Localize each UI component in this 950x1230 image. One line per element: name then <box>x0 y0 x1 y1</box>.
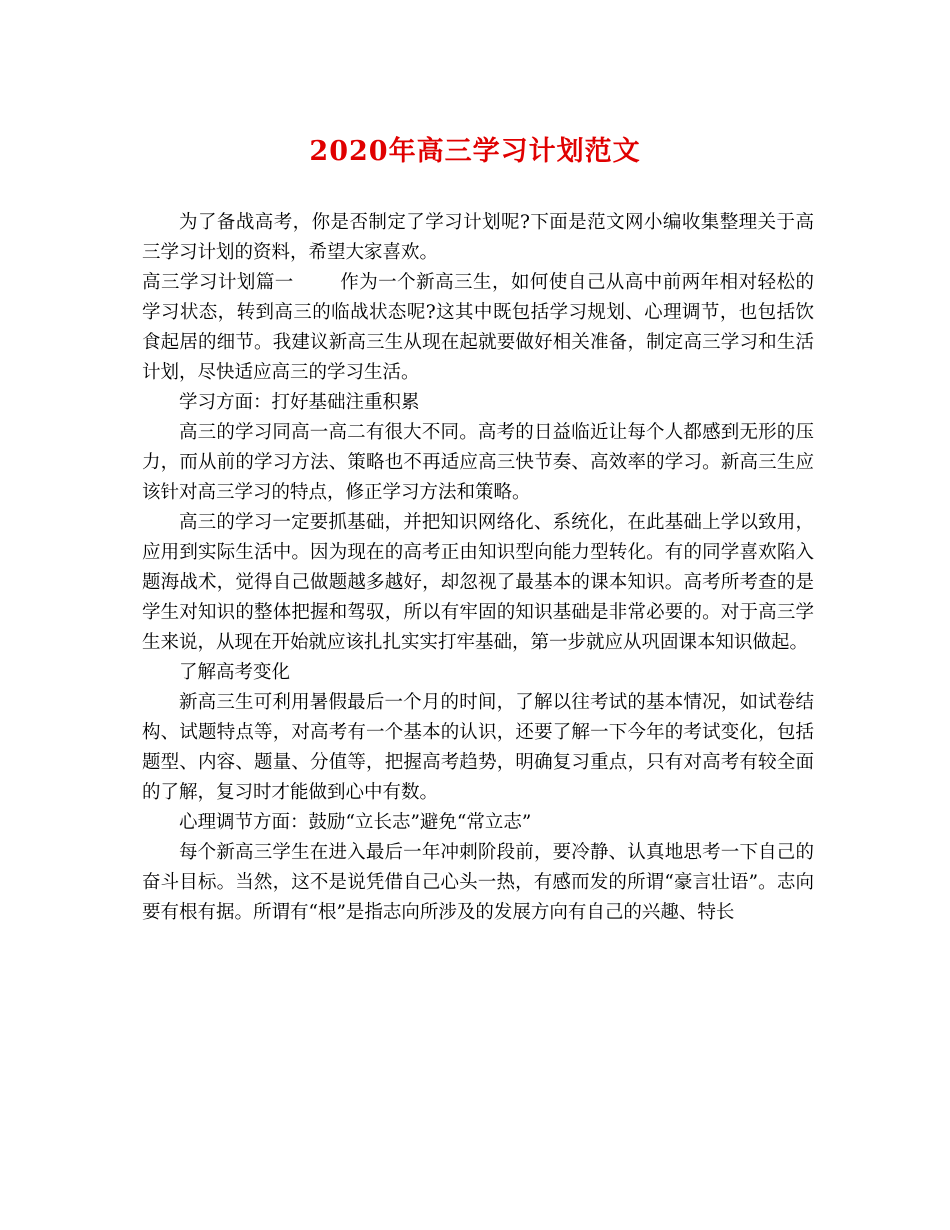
document-body <box>142 208 814 928</box>
study-paragraph-1: 高三的学习同高一高二有很大不同。高考的日益临近让每个人都感到无形的压力，而从前的学习方法、策略也不再适应高三快节奏、高效率的学习。新高三生应该针对高三学习的特点，修正学习方法和策略。 <box>142 422 814 503</box>
document-title: 2020年高三学习计划范文 <box>309 136 641 167</box>
mind-paragraph: 每个新高三学生在进入最后一年冲刺阶段前，要冷静、认真地思考一下自己的奋斗目标。当然，这不是说凭借自己心头一热，有感而发的所谓“豪言壮语”。志向要有根有据。所谓有“根”是指志向所涉及的发展方向有自己的兴趣、特长 <box>142 842 814 923</box>
intro-paragraph: 为了备战高考，你是否制定了学习计划呢?下面是范文网小编收集整理关于高三学习计划的资料，希望大家喜欢。 <box>142 212 814 263</box>
section1-paragraph <box>142 268 814 388</box>
section1-text: 作为一个新高三生，如何使自己从高中前两年相对轻松的学习状态，转到高三的临战状态呢?这其中既包括学习规划、心理调节，也包括饮食起居的细节。我建议新高三生从现在起就要做好相关准备，制定高三学习和生活计划，尽快适应高三的学习生活。 <box>142 272 814 383</box>
section1-label: 高三学习计划篇一 <box>142 272 294 293</box>
exam-paragraph: 新高三生可利用暑假最后一个月的时间，了解以往考试的基本情况，如试卷结构、试题特点等，对高考有一个基本的认识，还要了解一下今年的考试变化，包括题型、内容、题量、分值等，把握高考趋势，明确复习重点，只有对高考有较全面的了解，复习时才能做到心中有数。 <box>142 692 814 803</box>
heading-mind: 心理调节方面：鼓励“立长志”避免“常立志” <box>179 812 532 833</box>
heading-study: 学习方面：打好基础注重积累 <box>179 392 420 413</box>
heading-exam-changes: 了解高考变化 <box>179 662 291 683</box>
study-paragraph-2: 高三的学习一定要抓基础，并把知识网络化、系统化，在此基础上学以致用，应用到实际生活中。因为现在的高考正由知识型向能力型转化。有的同学喜欢陷入题海战术，觉得自己做题越多越好，却忽视了最基本的课本知识。高考所考查的是学生对知识的整体把握和驾驭，所以有牢固的知识基础是非常必要的。对于高三学生来说，从现在开始就应该扎扎实实打牢基础，第一步就应从巩固课本知识做起。 <box>142 512 814 653</box>
